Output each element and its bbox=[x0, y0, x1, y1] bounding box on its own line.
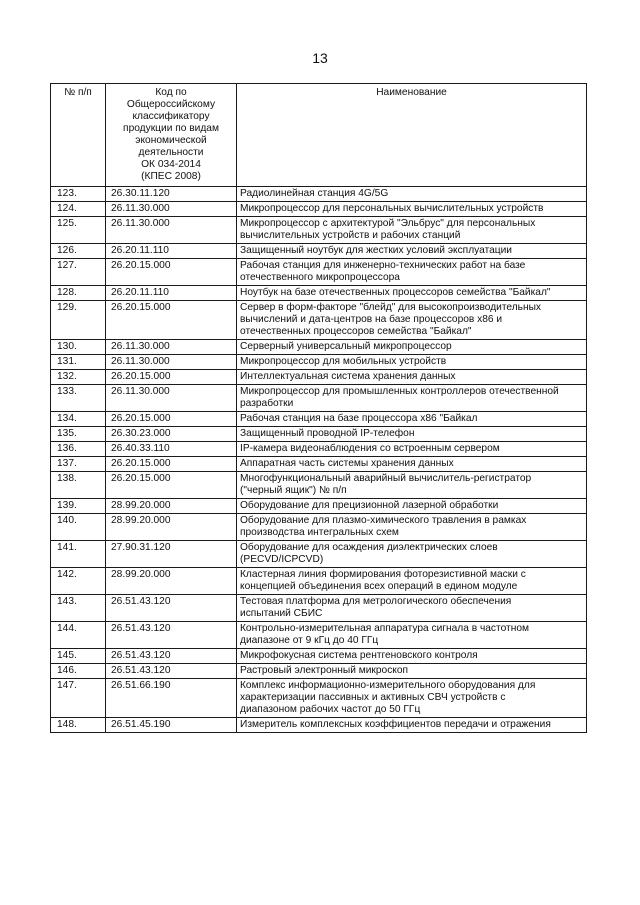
header-row bbox=[51, 84, 587, 187]
row-code: 28.99.20.000 bbox=[106, 499, 237, 514]
table-row bbox=[51, 664, 587, 679]
row-number: 146. bbox=[51, 664, 106, 679]
row-code: 26.51.43.120 bbox=[106, 649, 237, 664]
table-row bbox=[51, 259, 587, 286]
row-name: Комплекс информационно-измерительного оборудования для характеризации пассивных и активных СВЧ устройств с диапазоном рабочих частот до 50 ГГц bbox=[237, 679, 587, 718]
table-row bbox=[51, 412, 587, 427]
row-code: 26.20.15.000 bbox=[106, 472, 237, 499]
row-number: 131. bbox=[51, 355, 106, 370]
row-name: Защищенный ноутбук для жестких условий эксплуатации bbox=[237, 244, 587, 259]
header-name: Наименование bbox=[237, 84, 587, 187]
row-code: 26.20.11.110 bbox=[106, 286, 237, 301]
row-number: 128. bbox=[51, 286, 106, 301]
row-name: Оборудование для прецизионной лазерной обработки bbox=[237, 499, 587, 514]
row-name: Измеритель комплексных коэффициентов передачи и отражения bbox=[237, 718, 587, 733]
row-code: 26.51.43.120 bbox=[106, 664, 237, 679]
row-number: 148. bbox=[51, 718, 106, 733]
row-number: 135. bbox=[51, 427, 106, 442]
row-code: 26.11.30.000 bbox=[106, 340, 237, 355]
row-name: Аппаратная часть системы хранения данных bbox=[237, 457, 587, 472]
table-row bbox=[51, 301, 587, 340]
table-row bbox=[51, 385, 587, 412]
row-number: 145. bbox=[51, 649, 106, 664]
table-row bbox=[51, 649, 587, 664]
table-row bbox=[51, 457, 587, 472]
row-code: 26.20.11.110 bbox=[106, 244, 237, 259]
row-code: 26.20.15.000 bbox=[106, 370, 237, 385]
row-number: 127. bbox=[51, 259, 106, 286]
row-code: 26.51.45.190 bbox=[106, 718, 237, 733]
row-number: 124. bbox=[51, 202, 106, 217]
row-number: 140. bbox=[51, 514, 106, 541]
row-name: Растровый электронный микроскоп bbox=[237, 664, 587, 679]
row-name: Микропроцессор с архитектурой "Эльбрус" для персональных вычислительных устройств и рабочих станций bbox=[237, 217, 587, 244]
table-row bbox=[51, 202, 587, 217]
row-code: 28.99.20.000 bbox=[106, 568, 237, 595]
table-row bbox=[51, 427, 587, 442]
row-code: 26.11.30.000 bbox=[106, 385, 237, 412]
table-row bbox=[51, 514, 587, 541]
row-code: 27.90.31.120 bbox=[106, 541, 237, 568]
row-number: 123. bbox=[51, 187, 106, 202]
table-body bbox=[51, 187, 587, 733]
row-name: Микрофокусная система рентгеновского контроля bbox=[237, 649, 587, 664]
header-number: № п/п bbox=[51, 84, 106, 187]
table-row bbox=[51, 541, 587, 568]
row-number: 126. bbox=[51, 244, 106, 259]
row-name: Тестовая платформа для метрологического обеспечения испытаний СБИС bbox=[237, 595, 587, 622]
table-row bbox=[51, 187, 587, 202]
row-name: Контрольно-измерительная аппаратура сигнала в частотном диапазоне от 9 кГц до 40 ГГц bbox=[237, 622, 587, 649]
page-number: 13 bbox=[312, 50, 328, 66]
table-header bbox=[51, 84, 587, 187]
row-number: 133. bbox=[51, 385, 106, 412]
row-code: 26.20.15.000 bbox=[106, 457, 237, 472]
header-code: Код по Общероссийскому классификатору продукции по видам экономической деятельности ОК 034-2014 (КПЕС 2008) bbox=[106, 84, 237, 187]
row-name: Серверный универсальный микропроцессор bbox=[237, 340, 587, 355]
products-table bbox=[50, 83, 587, 733]
row-code: 26.30.23.000 bbox=[106, 427, 237, 442]
row-name: Оборудование для осаждения диэлектрических слоев (PECVD/ICPCVD) bbox=[237, 541, 587, 568]
row-name: Радиолинейная станция 4G/5G bbox=[237, 187, 587, 202]
row-name: Сервер в форм-факторе "блейд" для высокопроизводительных вычислений и дата-центров на базе процессоров x86 и отечественных процессоров семейства "Байкал" bbox=[237, 301, 587, 340]
table-row bbox=[51, 679, 587, 718]
row-number: 144. bbox=[51, 622, 106, 649]
row-code: 26.20.15.000 bbox=[106, 259, 237, 286]
row-code: 26.11.30.000 bbox=[106, 355, 237, 370]
row-name: Многофункциональный аварийный вычислитель-регистратор ("черный ящик") № п/п bbox=[237, 472, 587, 499]
row-number: 125. bbox=[51, 217, 106, 244]
row-code: 26.51.43.120 bbox=[106, 595, 237, 622]
row-name: Ноутбук на базе отечественных процессоров семейства "Байкал" bbox=[237, 286, 587, 301]
table-row bbox=[51, 340, 587, 355]
table-row bbox=[51, 472, 587, 499]
row-number: 134. bbox=[51, 412, 106, 427]
table-row bbox=[51, 442, 587, 457]
row-name: Оборудование для плазмо-химического травления в рамках производства интегральных схем bbox=[237, 514, 587, 541]
row-code: 26.51.66.190 bbox=[106, 679, 237, 718]
row-name: Микропроцессор для мобильных устройств bbox=[237, 355, 587, 370]
table-row bbox=[51, 217, 587, 244]
row-number: 132. bbox=[51, 370, 106, 385]
row-name: Рабочая станция на базе процессора x86 "Байкал bbox=[237, 412, 587, 427]
table-row bbox=[51, 286, 587, 301]
row-code: 26.20.15.000 bbox=[106, 412, 237, 427]
row-number: 129. bbox=[51, 301, 106, 340]
row-number: 141. bbox=[51, 541, 106, 568]
row-code: 26.40.33.110 bbox=[106, 442, 237, 457]
row-number: 137. bbox=[51, 457, 106, 472]
row-number: 143. bbox=[51, 595, 106, 622]
row-name: Защищенный проводной IP-телефон bbox=[237, 427, 587, 442]
table-row bbox=[51, 499, 587, 514]
row-code: 26.20.15.000 bbox=[106, 301, 237, 340]
row-code: 26.30.11.120 bbox=[106, 187, 237, 202]
row-number: 142. bbox=[51, 568, 106, 595]
row-code: 26.11.30.000 bbox=[106, 202, 237, 217]
table-row bbox=[51, 244, 587, 259]
row-number: 139. bbox=[51, 499, 106, 514]
row-number: 136. bbox=[51, 442, 106, 457]
row-name: Микропроцессор для персональных вычислительных устройств bbox=[237, 202, 587, 217]
row-number: 138. bbox=[51, 472, 106, 499]
table-row bbox=[51, 595, 587, 622]
row-code: 26.51.43.120 bbox=[106, 622, 237, 649]
row-name: Кластерная линия формирования фоторезистивной маски с концепцией объединения всех операций в едином модуле bbox=[237, 568, 587, 595]
table-row bbox=[51, 568, 587, 595]
row-name: Рабочая станция для инженерно-технических работ на базе отечественного микропроцессора bbox=[237, 259, 587, 286]
row-name: Интеллектуальная система хранения данных bbox=[237, 370, 587, 385]
table-row bbox=[51, 355, 587, 370]
row-code: 28.99.20.000 bbox=[106, 514, 237, 541]
table-row bbox=[51, 718, 587, 733]
table-row bbox=[51, 370, 587, 385]
row-number: 147. bbox=[51, 679, 106, 718]
table-row bbox=[51, 622, 587, 649]
row-name: IP-камера видеонаблюдения со встроенным сервером bbox=[237, 442, 587, 457]
row-code: 26.11.30.000 bbox=[106, 217, 237, 244]
row-name: Микропроцессор для промышленных контроллеров отечественной разработки bbox=[237, 385, 587, 412]
row-number: 130. bbox=[51, 340, 106, 355]
